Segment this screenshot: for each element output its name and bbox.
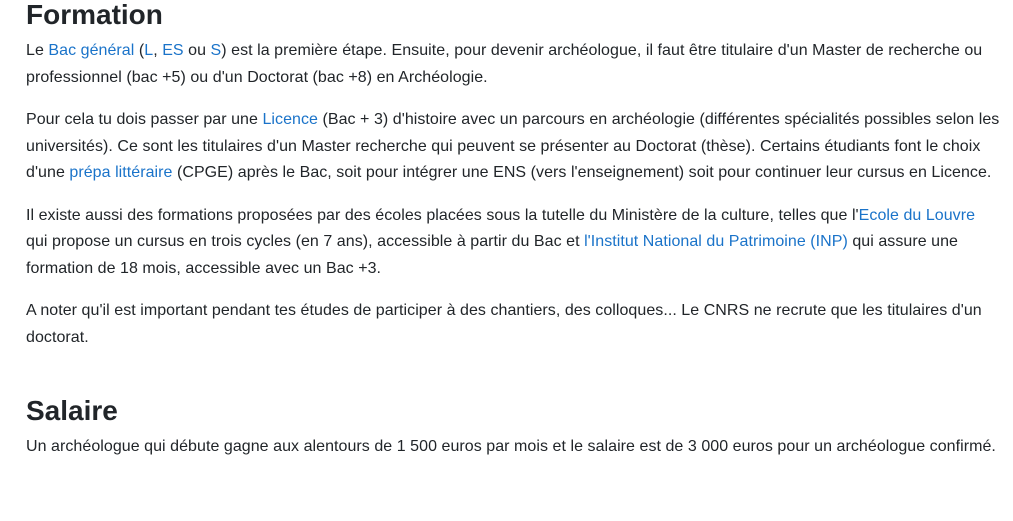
- text-segment: ,: [153, 42, 163, 59]
- text-segment: Pour cela tu dois passer par une: [26, 111, 263, 128]
- text-segment: Il existe aussi des formations proposées par des écoles placées sous la tutelle du Ministère de la culture, telles que l': [26, 206, 859, 224]
- formation-heading: Formation: [26, 0, 163, 30]
- licence-link[interactable]: Licence: [262, 111, 318, 128]
- formation-paragraph-4: A noter qu'il est important pendant tes études de participer à des chantiers, des colloques... Le CNRS ne recrute que les titulaires d'un doctorat.: [26, 302, 982, 346]
- text-segment: ou: [183, 42, 211, 59]
- formation-paragraph-1: [26, 38, 1001, 91]
- formation-paragraph-3: [26, 203, 1001, 283]
- text-segment: qui propose un cursus en trois cycles (en 7 ans), accessible à partir du Bac et: [26, 233, 585, 250]
- bac-l-link[interactable]: L: [144, 42, 154, 59]
- prepa-litteraire-link[interactable]: prépa littéraire: [69, 164, 173, 181]
- formation-paragraph-2: [26, 107, 1001, 187]
- inp-link[interactable]: l'Institut National du Patrimoine (INP): [584, 233, 848, 250]
- bac-general-link[interactable]: Bac général: [48, 42, 135, 59]
- text-segment: qui assure une formation de 18 mois, accessible avec un Bac +3.: [26, 233, 958, 277]
- salaire-heading: Salaire: [26, 395, 118, 426]
- text-segment: Le: [26, 42, 49, 59]
- ecole-du-louvre-link[interactable]: Ecole du Louvre: [858, 206, 976, 224]
- text-segment: ) est la première étape. Ensuite, pour devenir archéologue, il faut être titulaire d'un Master de recherche ou professionnel (bac +5) ou d'un Doctorat (bac +8) en Archéologie.: [26, 42, 983, 86]
- text-segment: (: [134, 42, 145, 59]
- text-segment: (CPGE) après le Bac, soit pour intégrer une ENS (vers l'enseignement) soit pour continuer leur cursus en Licence.: [172, 164, 992, 181]
- salaire-paragraph-1: Un archéologue qui débute gagne aux alentours de 1 500 euros par mois et le salaire est de 3 000 euros pour un archéologue confirmé.: [26, 438, 996, 455]
- text-segment: (Bac + 3) d'histoire avec un parcours en archéologie (différentes spécialités possibles selon les universités). Ce sont les titulaires d'un Master recherche qui peuvent se présenter au Doctorat (thèse). Certains étudiants font le choix d'une: [26, 111, 1000, 181]
- bac-s-link[interactable]: S: [210, 42, 222, 59]
- bac-es-link[interactable]: ES: [162, 42, 184, 59]
